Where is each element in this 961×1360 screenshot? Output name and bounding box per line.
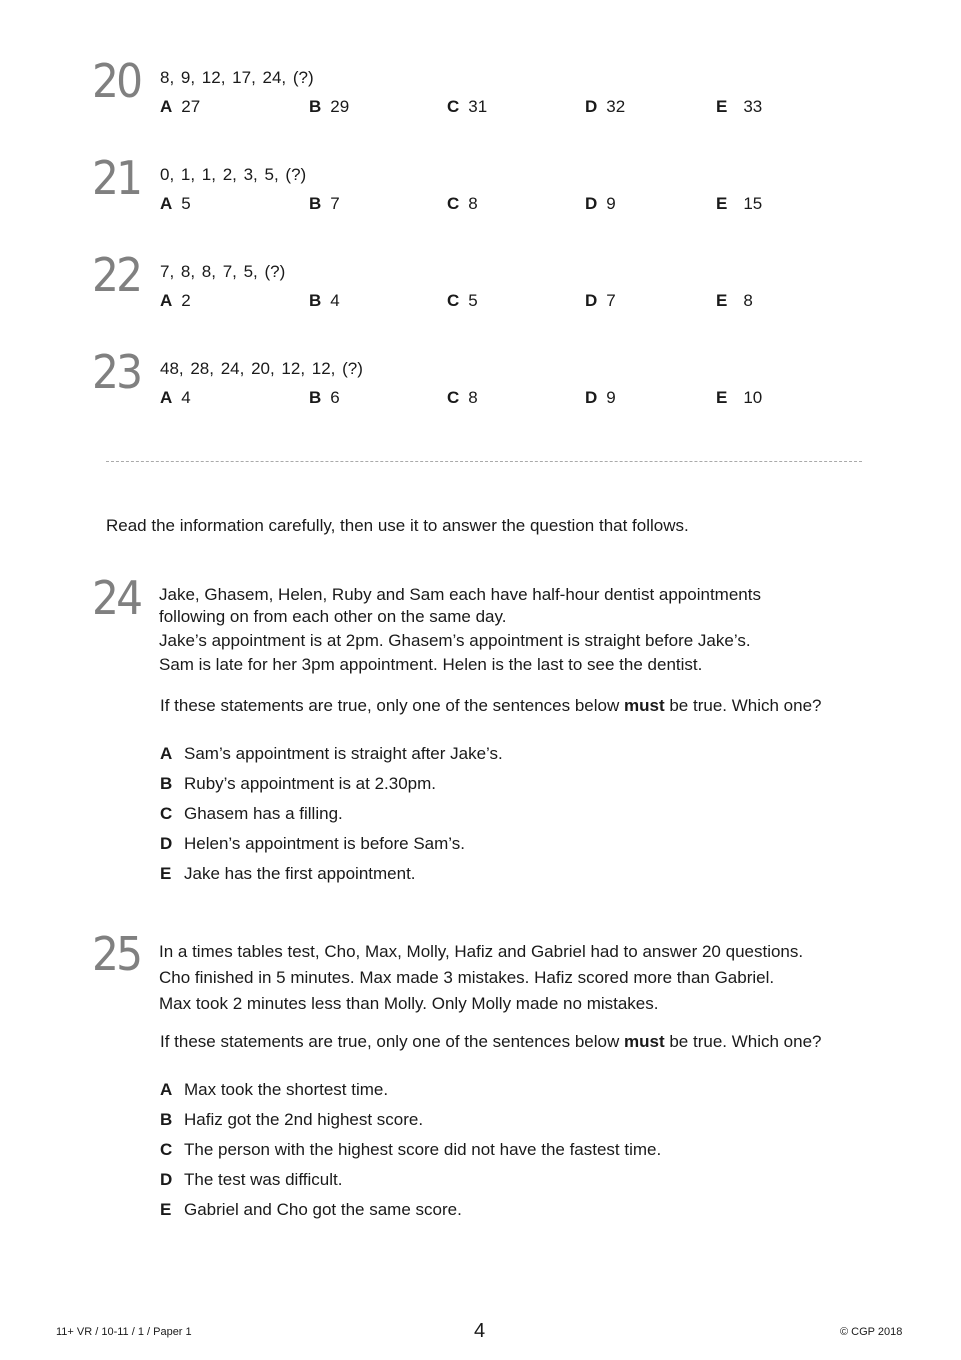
option-b[interactable]: B Hafiz got the 2nd highest score. <box>160 1110 424 1129</box>
number-sequence: 48, 28, 24, 20, 12, 12, (?) <box>160 359 363 378</box>
answer-options <box>160 388 860 410</box>
option-b[interactable]: B 29 <box>309 97 350 116</box>
option-b[interactable]: B Ruby’s appointment is at 2.30pm. <box>160 774 436 793</box>
question-number: 22 <box>92 248 141 302</box>
option-a[interactable]: A Max took the shortest time. <box>160 1080 389 1099</box>
page-number: 4 <box>474 1320 486 1342</box>
option-a[interactable]: A 5 <box>160 194 191 213</box>
statement-line: In a times tables test, Cho, Max, Molly, Hafiz and Gabriel had to answer 20 questions. <box>159 942 804 961</box>
option-c[interactable]: C Ghasem has a filling. <box>160 804 343 823</box>
question-number: 25 <box>92 927 141 981</box>
statement-line: following on from each other on the same day. <box>159 607 507 626</box>
option-c[interactable]: C 8 <box>447 194 478 213</box>
option-e[interactable]: E 10 <box>716 388 763 407</box>
statement-line: Jake’s appointment is at 2pm. Ghasem’s appointment is straight before Jake’s. <box>159 631 751 650</box>
statement-line: Cho finished in 5 minutes. Max made 3 mistakes. Hafiz scored more than Gabriel. <box>159 968 775 987</box>
statement-line: Jake, Ghasem, Helen, Ruby and Sam each have half-hour dentist appointments <box>159 585 761 604</box>
question-statements <box>159 583 879 677</box>
question-number: 21 <box>92 151 141 205</box>
number-sequence: 8, 9, 12, 17, 24, (?) <box>160 68 314 87</box>
question-number: 20 <box>92 54 141 108</box>
answer-options <box>160 291 860 313</box>
statement-line: Max took 2 minutes less than Molly. Only Molly made no mistakes. <box>159 994 659 1013</box>
option-e[interactable]: E 33 <box>716 97 763 116</box>
statement-line: Sam is late for her 3pm appointment. Helen is the last to see the dentist. <box>159 655 703 674</box>
option-d[interactable]: D 32 <box>585 97 626 116</box>
option-d[interactable]: D 7 <box>585 291 616 310</box>
answer-options <box>160 97 860 119</box>
option-d[interactable]: D 9 <box>585 194 616 213</box>
question-prompt: If these statements are true, only one of the sentences below must be true. Which one? <box>160 696 822 715</box>
question-prompt: If these statements are true, only one of the sentences below must be true. Which one? <box>160 1032 822 1051</box>
option-c[interactable]: C 31 <box>447 97 488 116</box>
copyright: © CGP 2018 <box>840 1326 903 1338</box>
option-b[interactable]: B 7 <box>309 194 340 213</box>
question-statements <box>159 940 879 1016</box>
number-sequence: 7, 8, 8, 7, 5, (?) <box>160 262 286 281</box>
option-a[interactable]: A Sam’s appointment is straight after Jake’s. <box>160 744 503 763</box>
option-d[interactable]: D 9 <box>585 388 616 407</box>
option-a[interactable]: A 2 <box>160 291 191 310</box>
option-c[interactable]: C The person with the highest score did not have the fastest time. <box>160 1140 662 1159</box>
answer-options <box>160 194 860 216</box>
option-b[interactable]: B 6 <box>309 388 340 407</box>
option-a[interactable]: A 27 <box>160 97 201 116</box>
option-c[interactable]: C 5 <box>447 291 478 310</box>
option-e[interactable]: E 8 <box>716 291 753 310</box>
answer-options <box>160 1075 661 1225</box>
number-sequence: 0, 1, 1, 2, 3, 5, (?) <box>160 165 307 184</box>
option-e[interactable]: E 15 <box>716 194 763 213</box>
answer-options <box>160 739 503 889</box>
question-number: 24 <box>92 571 141 625</box>
paper-reference: 11+ VR / 10-11 / 1 / Paper 1 <box>56 1326 192 1338</box>
section-instruction: Read the information carefully, then use it to answer the question that follows. <box>106 516 689 535</box>
option-d[interactable]: D The test was difficult. <box>160 1170 343 1189</box>
option-b[interactable]: B 4 <box>309 291 340 310</box>
option-c[interactable]: C 8 <box>447 388 478 407</box>
question-number: 23 <box>92 345 141 399</box>
option-a[interactable]: A 4 <box>160 388 191 407</box>
option-d[interactable]: D Helen’s appointment is before Sam’s. <box>160 834 465 853</box>
option-e[interactable]: E Gabriel and Cho got the same score. <box>160 1200 462 1219</box>
option-e[interactable]: E Jake has the first appointment. <box>160 864 416 883</box>
section-divider <box>106 461 862 462</box>
